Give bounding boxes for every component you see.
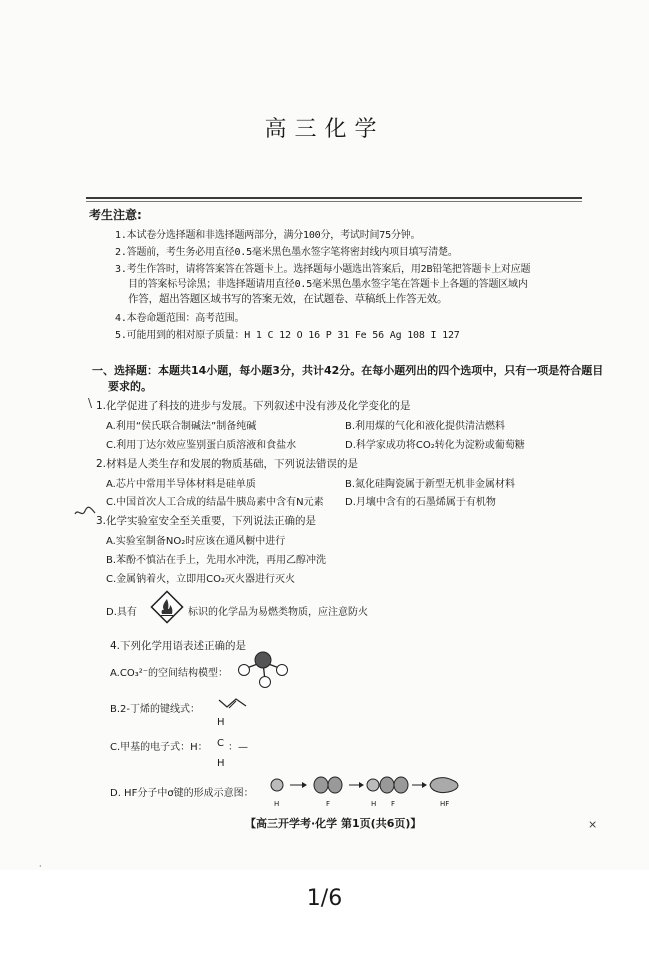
question-2-option-c: C.中国首次人工合成的结晶牛胰岛素中含有N元素 bbox=[106, 497, 324, 508]
question-3-stem: 3.化学实验室安全至关重要，下列说法正确的是 bbox=[96, 515, 317, 527]
question-3-option-d-text: 标识的化学品为易燃类物质，应注意防火 bbox=[188, 607, 368, 618]
diagram-label-f2: F bbox=[391, 800, 396, 808]
notice-line-5: 作答，超出答题区域书写的答案无效，在试题卷、草稿纸上作答无效。 bbox=[128, 293, 448, 305]
diagram-label-h2: H bbox=[371, 800, 377, 808]
notice-line-4: 目的答案标号涂黑；非选择题请用直径0.5毫米黑色墨水签字笔在答题卡上各题的答题区域内 bbox=[128, 279, 528, 290]
notice-line-1: 1.本试卷分选择题和非选择题两部分，满分100分，考试时间75分钟。 bbox=[115, 230, 421, 241]
section-instruction: 一、选择题：本题共14小题，每小题3分，共计42分。在每小题列出的四个选项中，只有一项是符合题目 bbox=[92, 364, 604, 377]
diagram-label-f1: F bbox=[326, 800, 331, 808]
notice-line-3: 3.考生作答时，请将答案答在答题卡上。选择题每小题选出答案后，用2B铅笔把答题卡上对应题 bbox=[115, 264, 531, 275]
methyl-bond: ：— bbox=[228, 742, 248, 753]
methyl-bottom-hydrogen: H bbox=[217, 758, 225, 769]
question-3-option-c: C.金属钠着火，立即用CO₂灭火器进行灭火 bbox=[106, 574, 296, 585]
page-number: 1/6 bbox=[306, 886, 343, 911]
question-4-stem: 4.下列化学用语表述正确的是 bbox=[110, 640, 247, 652]
methyl-top-hydrogen: H bbox=[217, 717, 225, 728]
question-2-option-d: D.月壤中含有的石墨烯属于有机物 bbox=[345, 497, 496, 508]
question-4-option-a: A.CO₃²⁻的空间结构模型： bbox=[110, 668, 228, 679]
question-3-option-d-prefix: D.具有 bbox=[106, 607, 137, 618]
page-footer: 【高三开学考·化学 第1页(共6页)】 bbox=[245, 817, 422, 830]
question-1-option-a: A.利用“侯氏联合制碱法”制备纯碱 bbox=[106, 421, 257, 432]
methyl-carbon: C bbox=[217, 738, 224, 749]
question-1-option-c: C.利用丁达尔效应鉴别蛋白质溶液和食盐水 bbox=[106, 440, 297, 451]
notice-heading: 考生注意: bbox=[89, 208, 142, 222]
question-2-option-b: B.氮化硅陶瓷属于新型无机非金属材料 bbox=[345, 479, 516, 490]
header-rule bbox=[86, 197, 582, 199]
question-4-option-b: B.2-丁烯的键线式： bbox=[110, 704, 201, 715]
carbonate-structure-model-icon bbox=[232, 648, 296, 690]
question-4-option-c-prefix: C.甲基的电子式：H： bbox=[110, 742, 208, 753]
diagram-label-h1: H bbox=[274, 800, 280, 808]
butene-skeletal-formula-icon bbox=[218, 696, 248, 710]
question-3-option-b: B.苯酚不慎沾在手上，先用水冲洗，再用乙醇冲洗 bbox=[106, 555, 327, 566]
question-1-option-b: B.利用煤的气化和液化提供清洁燃料 bbox=[345, 421, 506, 432]
section-instruction-cont: 要求的。 bbox=[108, 380, 152, 393]
stray-dot-mark: · bbox=[39, 862, 42, 871]
notice-line-6: 4.本卷命题范围：高考范围。 bbox=[115, 313, 245, 324]
flammable-hazard-icon bbox=[150, 590, 184, 624]
question-4-option-d: D. HF分子中σ键的形成示意图： bbox=[110, 788, 254, 799]
hf-sigma-bond-diagram bbox=[266, 772, 466, 806]
notice-line-7: 5.可能用到的相对原子质量：H 1 C 12 O 16 P 31 Fe 56 Ag 108 I 127 bbox=[115, 330, 460, 341]
question-2-stem: 2.材料是人类生存和发展的物质基础，下列说法错误的是 bbox=[96, 458, 359, 470]
diagram-label-hf: HF bbox=[440, 800, 450, 808]
pen-tick-mark: \ bbox=[88, 396, 93, 410]
pen-scribble-mark bbox=[74, 506, 96, 520]
stray-pen-mark: × bbox=[588, 818, 598, 831]
notice-line-2: 2.答题前，考生务必用直径0.5毫米黑色墨水签字笔将密封线内项目填写清楚。 bbox=[115, 247, 458, 258]
question-1-option-d: D.科学家成功将CO₂转化为淀粉或葡萄糖 bbox=[345, 440, 525, 451]
page-title: 高三化学 bbox=[264, 117, 385, 142]
question-1-stem: 1.化学促进了科技的进步与发展。下列叙述中没有涉及化学变化的是 bbox=[96, 400, 411, 412]
question-3-option-a: A.实验室制备NO₂时应该在通风橱中进行 bbox=[106, 536, 286, 547]
question-2-option-a: A.芯片中常用半导体材料是硅单质 bbox=[106, 479, 256, 490]
header-rule-thin bbox=[86, 201, 582, 202]
